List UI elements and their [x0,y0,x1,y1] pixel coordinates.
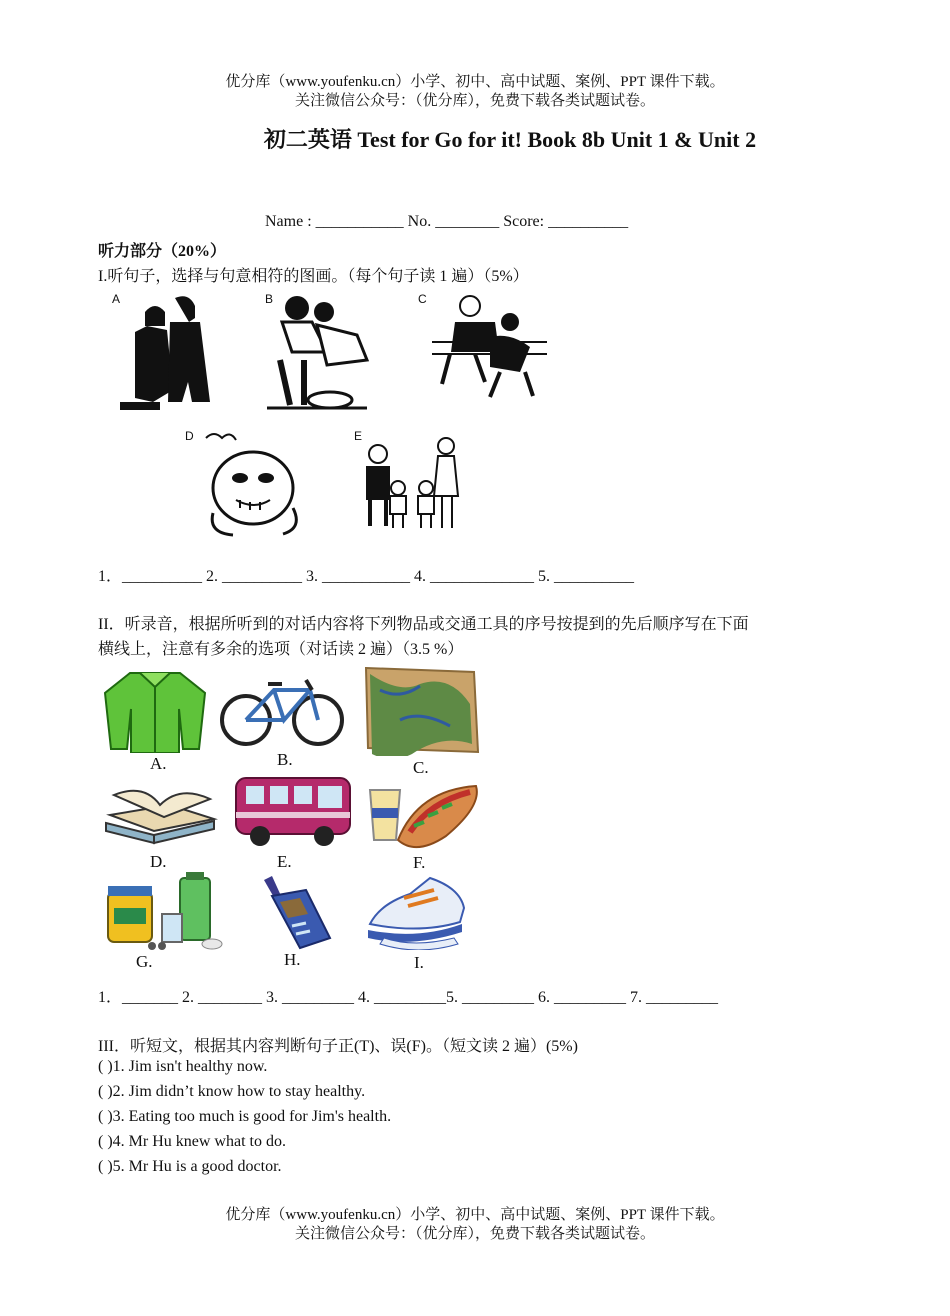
bicycle-icon [218,670,346,750]
jacket-icon [100,665,210,753]
picture-label-c: C [418,292,427,306]
books-icon [100,775,220,847]
item-label-a: A. [150,754,167,773]
part3-instruction: III．听短文，根据其内容判断句子正(T)、误(F)。（短文读 2 遍）(5%) [98,1038,578,1055]
footer-line-1: 优分库（www.youfenku.cn）小学、初中、高中试题、案例、PPT 课件下载。 [225,1207,725,1223]
true-false-item: ( )2. Jim didn’t know how to stay healthy. [98,1083,366,1100]
picture-a-two-men [115,292,215,414]
picture-b-barber [262,290,372,414]
true-false-item: ( )5. Mr Hu is a good doctor. [98,1158,282,1175]
part2-instruction-1: II．听录音，根据所听到的对话内容将下列物品或交通工具的序号按提到的先后顺序写在下面 [98,616,749,633]
picture-label-a: A [112,292,121,306]
true-false-item: ( )4. Mr Hu knew what to do. [98,1133,286,1150]
medicine-icon [102,870,224,950]
student-info-line: Name : ___________ No. ________ Score: __________ [265,213,629,230]
sneakers-icon [364,870,468,950]
header-line-2: 关注微信公众号：（优分库），免费下载各类试题试卷。 [294,93,655,109]
listening-heading: 听力部分（20%） [98,243,227,260]
item-label-d: D. [150,852,167,871]
item-label-g: G. [136,952,153,971]
true-false-item: ( )3. Eating too much is good for Jim's health. [98,1108,392,1125]
picture-label-b: B [265,292,274,306]
item-label-b: B. [277,750,293,769]
picture-label-d: D [185,429,194,443]
item-label-i: I. [414,953,424,972]
item-label-c: C. [413,758,429,777]
hotdog-and-drink-icon [362,780,482,856]
page-title: 初二英语 Test for Go for it! Book 8b Unit 1 & Unit 2 [263,127,757,152]
part2-instruction-2: 横线上，注意有多余的选项（对话读 2 遍）（3.5 %） [98,641,464,658]
part1-answer-line: 1．__________ 2. __________ 3. ___________ 4. _____________ 5. __________ [98,568,634,585]
item-label-h: H. [284,950,301,969]
header-line-1: 优分库（www.youfenku.cn）小学、初中、高中试题、案例、PPT 课件下载。 [225,74,725,90]
picture-label-e: E [354,429,363,443]
picture-e-family [360,432,464,532]
picture-d-sick-man [198,428,310,538]
map-icon [360,660,482,756]
item-label-e: E. [277,852,292,871]
part1-instruction: I.听句子，选择与句意相符的图画。（每个句子读 1 遍）（5%） [98,268,529,285]
bus-icon [232,772,354,852]
picture-c-children-playing [430,292,548,412]
part2-answer-line: 1．_______ 2. ________ 3. _________ 4. _________5. _________ 6. _________ 7. _________ [98,989,718,1006]
true-false-item: ( )1. Jim isn't healthy now. [98,1058,268,1075]
footer-line-2: 关注微信公众号：（优分库），免费下载各类试题试卷。 [294,1226,655,1242]
item-label-f: F. [413,853,426,872]
mobile-phone-icon [254,872,334,952]
